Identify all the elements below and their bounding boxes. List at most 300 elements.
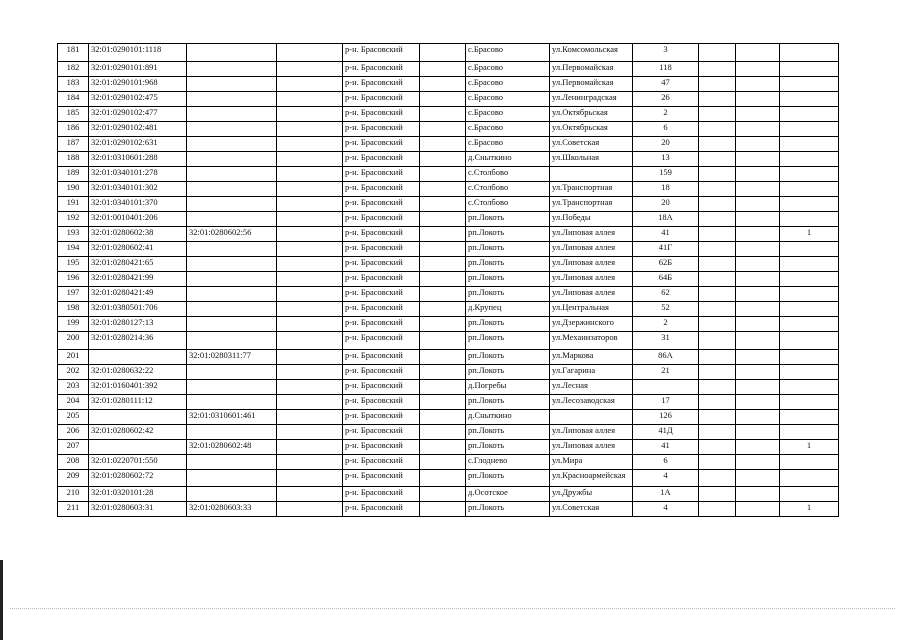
district-cell: р-н. Брасовский <box>343 167 420 182</box>
empty-cell <box>736 395 780 410</box>
related-cadastral-number <box>187 455 277 470</box>
house-number-cell: 21 <box>633 365 699 380</box>
cadastral-number: 32:01:0290101:891 <box>89 62 187 77</box>
house-number-cell: 20 <box>633 137 699 152</box>
street-cell: ул.Дзержинского <box>550 317 633 332</box>
related-cadastral-number <box>187 317 277 332</box>
mark-cell <box>780 212 839 227</box>
mark-cell <box>780 410 839 425</box>
empty-cell <box>736 410 780 425</box>
empty-cell <box>420 287 466 302</box>
related-cadastral-number <box>187 365 277 380</box>
empty-cell <box>277 487 343 502</box>
empty-cell <box>420 137 466 152</box>
street-cell: ул.Первомайская <box>550 77 633 92</box>
empty-cell <box>420 212 466 227</box>
district-cell: р-н. Брасовский <box>343 502 420 517</box>
street-cell: ул.Красноармейская <box>550 470 633 487</box>
empty-cell <box>736 44 780 62</box>
related-cadastral-number <box>187 152 277 167</box>
empty-cell <box>420 77 466 92</box>
empty-cell <box>699 137 736 152</box>
row-number: 188 <box>58 152 89 167</box>
cadastral-number: 32:01:0290101:1118 <box>89 44 187 62</box>
empty-cell <box>699 212 736 227</box>
empty-cell <box>736 77 780 92</box>
related-cadastral-number <box>187 182 277 197</box>
cadastral-number: 32:01:0280214:36 <box>89 332 187 350</box>
table-row <box>58 227 839 242</box>
mark-cell <box>780 487 839 502</box>
cadastral-number: 32:01:0160401:392 <box>89 380 187 395</box>
settlement-cell: д.Осотское <box>466 487 550 502</box>
settlement-cell: с.Столбово <box>466 197 550 212</box>
empty-cell <box>420 317 466 332</box>
house-number-cell: 86А <box>633 350 699 365</box>
table-row <box>58 395 839 410</box>
street-cell: ул.Маркова <box>550 350 633 365</box>
related-cadastral-number <box>187 487 277 502</box>
empty-cell <box>277 44 343 62</box>
district-cell: р-н. Брасовский <box>343 272 420 287</box>
table-row <box>58 410 839 425</box>
empty-cell <box>699 487 736 502</box>
empty-cell <box>736 182 780 197</box>
district-cell: р-н. Брасовский <box>343 470 420 487</box>
row-number: 196 <box>58 272 89 287</box>
settlement-cell: рп.Локоть <box>466 272 550 287</box>
empty-cell <box>420 257 466 272</box>
cadastral-number: 32:01:0280602:41 <box>89 242 187 257</box>
mark-cell <box>780 257 839 272</box>
district-cell: р-н. Брасовский <box>343 152 420 167</box>
settlement-cell: д.Сныткино <box>466 152 550 167</box>
empty-cell <box>699 152 736 167</box>
empty-cell <box>699 332 736 350</box>
empty-cell <box>699 365 736 380</box>
scan-dotted-line <box>10 608 895 611</box>
related-cadastral-number <box>187 197 277 212</box>
district-cell: р-н. Брасовский <box>343 287 420 302</box>
settlement-cell: рп.Локоть <box>466 502 550 517</box>
settlement-cell: с.Брасово <box>466 77 550 92</box>
district-cell: р-н. Брасовский <box>343 107 420 122</box>
house-number-cell: 41Д <box>633 425 699 440</box>
related-cadastral-number <box>187 302 277 317</box>
row-number: 208 <box>58 455 89 470</box>
mark-cell: 1 <box>780 502 839 517</box>
district-cell: р-н. Брасовский <box>343 197 420 212</box>
related-cadastral-number <box>187 167 277 182</box>
table-row <box>58 92 839 107</box>
table-row <box>58 440 839 455</box>
street-cell: ул.Транспортная <box>550 182 633 197</box>
empty-cell <box>420 272 466 287</box>
district-cell: р-н. Брасовский <box>343 425 420 440</box>
district-cell: р-н. Брасовский <box>343 227 420 242</box>
empty-cell <box>699 272 736 287</box>
empty-cell <box>736 137 780 152</box>
empty-cell <box>736 227 780 242</box>
settlement-cell: рп.Локоть <box>466 257 550 272</box>
street-cell: ул.Лесная <box>550 380 633 395</box>
table-row <box>58 502 839 517</box>
cadastral-number: 32:01:0380501:706 <box>89 302 187 317</box>
row-number: 187 <box>58 137 89 152</box>
empty-cell <box>736 380 780 395</box>
house-number-cell: 159 <box>633 167 699 182</box>
cadastral-number: 32:01:0010401:206 <box>89 212 187 227</box>
street-cell: ул.Дружбы <box>550 487 633 502</box>
empty-cell <box>699 257 736 272</box>
table-row <box>58 257 839 272</box>
empty-cell <box>277 257 343 272</box>
cadastral-number: 32:01:0290102:481 <box>89 122 187 137</box>
related-cadastral-number <box>187 470 277 487</box>
empty-cell <box>699 62 736 77</box>
row-number: 211 <box>58 502 89 517</box>
empty-cell <box>736 107 780 122</box>
mark-cell <box>780 122 839 137</box>
mark-cell <box>780 77 839 92</box>
empty-cell <box>277 410 343 425</box>
street-cell: ул.Комсомольская <box>550 44 633 62</box>
cadastral-number: 32:01:0280602:42 <box>89 425 187 440</box>
table-row <box>58 302 839 317</box>
related-cadastral-number <box>187 332 277 350</box>
scan-edge-shadow <box>0 560 3 640</box>
empty-cell <box>699 122 736 137</box>
empty-cell <box>277 107 343 122</box>
empty-cell <box>699 197 736 212</box>
house-number-cell: 64Б <box>633 272 699 287</box>
house-number-cell: 18А <box>633 212 699 227</box>
district-cell: р-н. Брасовский <box>343 455 420 470</box>
street-cell <box>550 410 633 425</box>
settlement-cell: рп.Локоть <box>466 227 550 242</box>
related-cadastral-number <box>187 272 277 287</box>
district-cell: р-н. Брасовский <box>343 317 420 332</box>
mark-cell <box>780 182 839 197</box>
empty-cell <box>420 62 466 77</box>
row-number: 183 <box>58 77 89 92</box>
street-cell: ул.Школьная <box>550 152 633 167</box>
empty-cell <box>420 332 466 350</box>
street-cell: ул.Советская <box>550 137 633 152</box>
cadastral-number: 32:01:0310601:288 <box>89 152 187 167</box>
row-number: 198 <box>58 302 89 317</box>
empty-cell <box>736 62 780 77</box>
table-row <box>58 137 839 152</box>
empty-cell <box>420 380 466 395</box>
house-number-cell: 62 <box>633 287 699 302</box>
empty-cell <box>277 92 343 107</box>
empty-cell <box>420 167 466 182</box>
related-cadastral-number <box>187 380 277 395</box>
street-cell: ул.Октябрьская <box>550 122 633 137</box>
related-cadastral-number <box>187 242 277 257</box>
empty-cell <box>420 455 466 470</box>
district-cell: р-н. Брасовский <box>343 350 420 365</box>
row-number: 199 <box>58 317 89 332</box>
empty-cell <box>277 122 343 137</box>
empty-cell <box>736 197 780 212</box>
mark-cell <box>780 380 839 395</box>
table-row <box>58 167 839 182</box>
house-number-cell: 18 <box>633 182 699 197</box>
house-number-cell: 2 <box>633 107 699 122</box>
street-cell: ул.Липовая аллея <box>550 272 633 287</box>
empty-cell <box>420 107 466 122</box>
house-number-cell: 41 <box>633 440 699 455</box>
settlement-cell: с.Брасово <box>466 137 550 152</box>
row-number: 197 <box>58 287 89 302</box>
empty-cell <box>736 365 780 380</box>
empty-cell <box>277 137 343 152</box>
empty-cell <box>277 380 343 395</box>
mark-cell <box>780 395 839 410</box>
street-cell: ул.Ленинградская <box>550 92 633 107</box>
mark-cell <box>780 317 839 332</box>
related-cadastral-number <box>187 257 277 272</box>
empty-cell <box>277 502 343 517</box>
row-number: 182 <box>58 62 89 77</box>
district-cell: р-н. Брасовский <box>343 212 420 227</box>
empty-cell <box>420 302 466 317</box>
empty-cell <box>420 410 466 425</box>
district-cell: р-н. Брасовский <box>343 92 420 107</box>
house-number-cell: 1А <box>633 487 699 502</box>
street-cell: ул.Гагарина <box>550 365 633 380</box>
table-row <box>58 425 839 440</box>
house-number-cell: 26 <box>633 92 699 107</box>
empty-cell <box>277 317 343 332</box>
street-cell: ул.Липовая аллея <box>550 257 633 272</box>
empty-cell <box>736 502 780 517</box>
empty-cell <box>277 365 343 380</box>
mark-cell <box>780 287 839 302</box>
settlement-cell: рп.Локоть <box>466 440 550 455</box>
mark-cell <box>780 107 839 122</box>
cadastral-number <box>89 410 187 425</box>
mark-cell <box>780 365 839 380</box>
mark-cell <box>780 197 839 212</box>
row-number: 200 <box>58 332 89 350</box>
cadastral-number: 32:01:0280421:49 <box>89 287 187 302</box>
table-row <box>58 44 839 62</box>
empty-cell <box>736 487 780 502</box>
empty-cell <box>736 302 780 317</box>
empty-cell <box>699 107 736 122</box>
row-number: 194 <box>58 242 89 257</box>
house-number-cell: 41Г <box>633 242 699 257</box>
empty-cell <box>736 152 780 167</box>
empty-cell <box>420 122 466 137</box>
cadastral-number: 32:01:0340101:278 <box>89 167 187 182</box>
empty-cell <box>736 332 780 350</box>
empty-cell <box>699 440 736 455</box>
row-number: 201 <box>58 350 89 365</box>
house-number-cell: 6 <box>633 455 699 470</box>
street-cell: ул.Липовая аллея <box>550 242 633 257</box>
mark-cell <box>780 92 839 107</box>
cadastral-number: 32:01:0340101:370 <box>89 197 187 212</box>
district-cell: р-н. Брасовский <box>343 122 420 137</box>
cadastral-number: 32:01:0320101:28 <box>89 487 187 502</box>
related-cadastral-number <box>187 77 277 92</box>
empty-cell <box>699 77 736 92</box>
district-cell: р-н. Брасовский <box>343 380 420 395</box>
settlement-cell: рп.Локоть <box>466 212 550 227</box>
mark-cell <box>780 302 839 317</box>
empty-cell <box>699 182 736 197</box>
empty-cell <box>420 425 466 440</box>
empty-cell <box>420 502 466 517</box>
row-number: 190 <box>58 182 89 197</box>
empty-cell <box>277 470 343 487</box>
empty-cell <box>736 92 780 107</box>
house-number-cell: 41 <box>633 227 699 242</box>
related-cadastral-number: 32:01:0280602:56 <box>187 227 277 242</box>
empty-cell <box>699 167 736 182</box>
mark-cell <box>780 272 839 287</box>
empty-cell <box>277 455 343 470</box>
empty-cell <box>420 92 466 107</box>
empty-cell <box>277 425 343 440</box>
district-cell: р-н. Брасовский <box>343 487 420 502</box>
empty-cell <box>736 257 780 272</box>
settlement-cell: рп.Локоть <box>466 287 550 302</box>
street-cell: ул.Мира <box>550 455 633 470</box>
empty-cell <box>277 272 343 287</box>
mark-cell <box>780 62 839 77</box>
empty-cell <box>736 425 780 440</box>
house-number-cell: 13 <box>633 152 699 167</box>
cadastral-number: 32:01:0290102:631 <box>89 137 187 152</box>
settlement-cell: д.Погребы <box>466 380 550 395</box>
mark-cell <box>780 455 839 470</box>
street-cell: ул.Липовая аллея <box>550 287 633 302</box>
settlement-cell: рп.Локоть <box>466 470 550 487</box>
table-row <box>58 332 839 350</box>
row-number: 185 <box>58 107 89 122</box>
mark-cell <box>780 167 839 182</box>
table-row <box>58 350 839 365</box>
cadastral-number: 32:01:0220701:550 <box>89 455 187 470</box>
empty-cell <box>420 487 466 502</box>
empty-cell <box>277 440 343 455</box>
table-row <box>58 455 839 470</box>
settlement-cell: с.Столбово <box>466 182 550 197</box>
table-row <box>58 365 839 380</box>
mark-cell <box>780 242 839 257</box>
cadastral-number: 32:01:0280421:99 <box>89 272 187 287</box>
empty-cell <box>736 287 780 302</box>
street-cell: ул.Октябрьская <box>550 107 633 122</box>
street-cell: ул.Липовая аллея <box>550 440 633 455</box>
house-number-cell: 3 <box>633 44 699 62</box>
settlement-cell: рп.Локоть <box>466 350 550 365</box>
empty-cell <box>277 287 343 302</box>
table-row <box>58 107 839 122</box>
table-row <box>58 287 839 302</box>
district-cell: р-н. Брасовский <box>343 395 420 410</box>
empty-cell <box>699 470 736 487</box>
empty-cell <box>277 77 343 92</box>
row-number: 207 <box>58 440 89 455</box>
house-number-cell: 20 <box>633 197 699 212</box>
empty-cell <box>277 167 343 182</box>
table-row <box>58 197 839 212</box>
empty-cell <box>277 197 343 212</box>
mark-cell <box>780 44 839 62</box>
empty-cell <box>736 455 780 470</box>
district-cell: р-н. Брасовский <box>343 257 420 272</box>
district-cell: р-н. Брасовский <box>343 365 420 380</box>
settlement-cell: с.Брасово <box>466 122 550 137</box>
empty-cell <box>699 502 736 517</box>
empty-cell <box>277 62 343 77</box>
empty-cell <box>420 365 466 380</box>
empty-cell <box>420 197 466 212</box>
related-cadastral-number <box>187 62 277 77</box>
empty-cell <box>736 317 780 332</box>
house-number-cell: 47 <box>633 77 699 92</box>
row-number: 209 <box>58 470 89 487</box>
settlement-cell: с.Брасово <box>466 92 550 107</box>
cadastral-number: 32:01:0290101:968 <box>89 77 187 92</box>
empty-cell <box>699 302 736 317</box>
cadastral-number: 32:01:0280127:13 <box>89 317 187 332</box>
cadastral-number: 32:01:0290102:477 <box>89 107 187 122</box>
cadastral-number: 32:01:0280632:22 <box>89 365 187 380</box>
street-cell: ул.Лесозаводская <box>550 395 633 410</box>
settlement-cell: рп.Локоть <box>466 395 550 410</box>
row-number: 210 <box>58 487 89 502</box>
empty-cell <box>277 302 343 317</box>
empty-cell <box>420 440 466 455</box>
district-cell: р-н. Брасовский <box>343 137 420 152</box>
related-cadastral-number: 32:01:0280311:77 <box>187 350 277 365</box>
related-cadastral-number <box>187 44 277 62</box>
table-row <box>58 470 839 487</box>
row-number: 203 <box>58 380 89 395</box>
cadastral-number <box>89 350 187 365</box>
empty-cell <box>277 332 343 350</box>
cadastral-number: 32:01:0280602:72 <box>89 470 187 487</box>
register-table-body <box>58 44 839 517</box>
mark-cell <box>780 350 839 365</box>
table-row <box>58 317 839 332</box>
house-number-cell: 31 <box>633 332 699 350</box>
table-row <box>58 77 839 92</box>
street-cell: ул.Первомайская <box>550 62 633 77</box>
street-cell: ул.Липовая аллея <box>550 227 633 242</box>
district-cell: р-н. Брасовский <box>343 44 420 62</box>
cadastral-number: 32:01:0280111:12 <box>89 395 187 410</box>
row-number: 206 <box>58 425 89 440</box>
empty-cell <box>420 242 466 257</box>
table-row <box>58 380 839 395</box>
settlement-cell: рп.Локоть <box>466 332 550 350</box>
empty-cell <box>736 167 780 182</box>
settlement-cell: д.Сныткино <box>466 410 550 425</box>
empty-cell <box>699 287 736 302</box>
related-cadastral-number <box>187 212 277 227</box>
empty-cell <box>699 395 736 410</box>
settlement-cell: рп.Локоть <box>466 242 550 257</box>
mark-cell <box>780 332 839 350</box>
